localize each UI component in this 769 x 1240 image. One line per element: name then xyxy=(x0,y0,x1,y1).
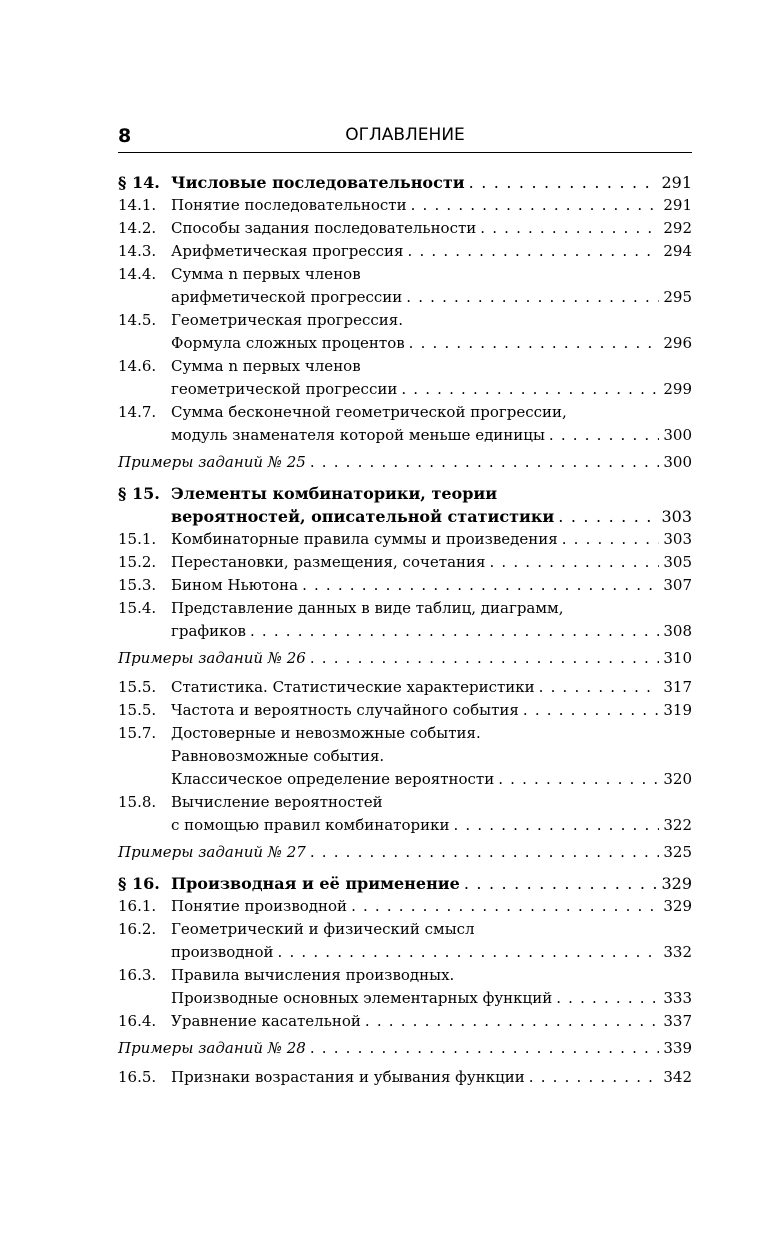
page-header xyxy=(118,117,692,149)
toc-section-16[interactable]: § 16. Производная и её применение . . . 329 xyxy=(118,872,692,895)
toc-entry-14-5[interactable]: 14.5. Геометрическая прогрессия. Формула сложных процентов . . . 296 xyxy=(118,309,692,355)
page-number: 8 xyxy=(118,125,132,147)
toc-examples-26[interactable]: Примеры заданий № 26 . . . 310 xyxy=(118,647,692,670)
toc-section-15[interactable]: § 15. Элементы комбинаторики, теории вероятностей, описательной статистики . . . 303 xyxy=(118,482,692,528)
toc-section-14[interactable]: § 14. Числовые последовательности . . . 291 xyxy=(118,171,692,194)
toc-entry-15-5-statistics[interactable]: 15.5. Статистика. Статистические характеристики . . . 317 xyxy=(118,676,692,699)
toc-entry-14-6[interactable]: 14.6. Сумма n первых членов геометрической прогрессии . . . 299 xyxy=(118,355,692,401)
toc-entry-15-2[interactable]: 15.2. Перестановки, размещения, сочетания . . . 305 xyxy=(118,551,692,574)
toc-entry-15-3[interactable]: 15.3. Бином Ньютона . . . 307 xyxy=(118,574,692,597)
toc-entry-15-7[interactable]: 15.7. Достоверные и невозможные события. Равновозможные события. Классическое определение вероятности . . . 320 xyxy=(118,722,692,791)
toc-entry-16-1[interactable]: 16.1. Понятие производной . . . 329 xyxy=(118,895,692,918)
table-of-contents xyxy=(118,171,692,1089)
toc-entry-14-7[interactable]: 14.7. Сумма бесконечной геометрической прогрессии, модуль знаменателя которой меньше единицы . . . 300 xyxy=(118,401,692,447)
toc-entry-16-3[interactable]: 16.3. Правила вычисления производных. Производные основных элементарных функций . . . 333 xyxy=(118,964,692,1010)
toc-examples-28[interactable]: Примеры заданий № 28 . . . 339 xyxy=(118,1037,692,1060)
running-title: ОГЛАВЛЕНИЕ xyxy=(345,125,465,145)
toc-entry-14-4[interactable]: 14.4. Сумма n первых членов арифметической прогрессии . . . 295 xyxy=(118,263,692,309)
toc-examples-27[interactable]: Примеры заданий № 27 . . . 325 xyxy=(118,841,692,864)
toc-entry-15-1[interactable]: 15.1. Комбинаторные правила суммы и произведения . . . 303 xyxy=(118,528,692,551)
toc-entry-15-4[interactable]: 15.4. Представление данных в виде таблиц, диаграмм, графиков . . . 308 xyxy=(118,597,692,643)
toc-examples-25[interactable]: Примеры заданий № 25 . . . 300 xyxy=(118,451,692,474)
header-rule xyxy=(118,152,692,153)
toc-entry-16-2[interactable]: 16.2. Геометрический и физический смысл производной . . . 332 xyxy=(118,918,692,964)
toc-entry-15-5-frequency[interactable]: 15.5. Частота и вероятность случайного события . . . 319 xyxy=(118,699,692,722)
toc-entry-14-1[interactable]: 14.1. Понятие последовательности . . . 291 xyxy=(118,194,692,217)
toc-entry-16-5[interactable]: 16.5. Признаки возрастания и убывания функции . . . 342 xyxy=(118,1066,692,1089)
toc-entry-16-4[interactable]: 16.4. Уравнение касательной . . . 337 xyxy=(118,1010,692,1033)
toc-entry-14-2[interactable]: 14.2. Способы задания последовательности . . . 292 xyxy=(118,217,692,240)
toc-entry-14-3[interactable]: 14.3. Арифметическая прогрессия . . . 294 xyxy=(118,240,692,263)
toc-entry-15-8[interactable]: 15.8. Вычисление вероятностей с помощью правил комбинаторики . . . 322 xyxy=(118,791,692,837)
